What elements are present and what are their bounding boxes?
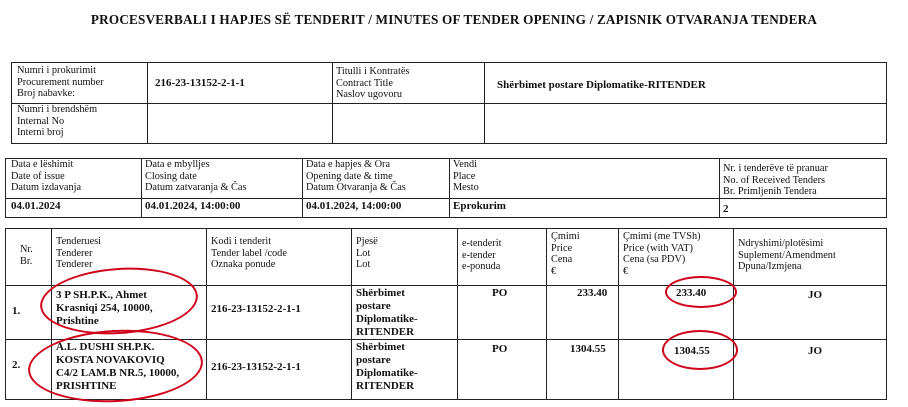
place-label: Vendi Place Mesto: [453, 159, 479, 193]
row2-lot: Shërbimet postare Diplomatike- RITENDER: [356, 341, 418, 392]
header-amendment: Ndryshimi/plotësimi Suplement/Amendment Dpuna/Izmjena: [738, 238, 836, 272]
contract-title-label: Titulli i Kontratës Contract Title Naslov ugovoru: [336, 66, 410, 100]
row2-amendment: JO: [808, 345, 823, 357]
header-etender: e-tenderit e-tender e-ponuda: [462, 238, 502, 272]
row1-code: 216-23-13152-2-1-1: [211, 303, 301, 315]
row2-nr: 2.: [12, 359, 21, 371]
row1-tenderer: 3 P SH.P.K., Ahmet Krasniqi 254, 10000, Prishtine: [56, 289, 153, 327]
row1-price: 233.40: [577, 287, 608, 299]
opening-date-value: 04.01.2024, 14:00:00: [306, 200, 402, 212]
row1-etender: PO: [492, 287, 508, 299]
document-title: PROCESVERBALI I HAPJES SË TENDERIT / MINUTES OF TENDER OPENING / ZAPISNIK OTVARANJA TENDERA: [90, 12, 818, 27]
contract-title-value: Shërbimet postare Diplomatike-RITENDER: [497, 79, 706, 91]
opening-date-label: Data e hapjes & Ora Opening date & time Datum Otvaranja & Čas: [306, 159, 406, 193]
annotation-circle-price-vat-1: [665, 276, 737, 308]
row2-code: 216-23-13152-2-1-1: [211, 361, 301, 373]
internal-number-label: Numri i brendshëm Internal No Interni broj: [17, 104, 98, 138]
row1-amendment: JO: [808, 289, 823, 301]
row1-price-vat: 233.40: [676, 287, 707, 299]
header-tenderer: Tenderuesi Tenderer Tenderer: [56, 236, 102, 270]
annotation-circle-price-vat-2: [662, 330, 738, 370]
row2-price-vat: 1304.55: [674, 345, 710, 357]
place-value: Eprokurim: [453, 200, 506, 212]
received-tenders-value: 2: [723, 203, 729, 215]
header-price: Çmimi Price Cena €: [551, 231, 580, 277]
header-lot: Pjesë Lot Lot: [356, 236, 378, 270]
date-of-issue-label: Data e lëshimit Date of issue Datum izdavanja: [11, 159, 82, 193]
row1-lot: Shërbimet postare Diplomatike- RITENDER: [356, 287, 418, 338]
row2-price: 1304.55: [570, 343, 606, 355]
closing-date-label: Data e mbylljes Closing date Datum zatvaranja & Čas: [145, 159, 247, 193]
row1-nr: 1.: [12, 305, 21, 317]
header-code: Kodi i tenderit Tender label /code Oznaka ponude: [211, 236, 287, 270]
procurement-number-value: 216-23-13152-2-1-1: [155, 77, 245, 89]
closing-date-value: 04.01.2024, 14:00:00: [145, 200, 241, 212]
header-nr: Nr. Br.: [20, 244, 33, 267]
procurement-number-label: Numri i prokurimit Procurement number Broj nabavke:: [17, 65, 104, 99]
header-price-vat: Çmimi (me TVSh) Price (with VAT) Cena (sa PDV) €: [623, 231, 701, 277]
row2-tenderer: A.L. DUSHI SH.P.K. KOSTA NOVAKOVIQ C4/2 LAM.B NR.5, 10000, PRISHTINE: [56, 341, 180, 392]
received-tenders-label: Nr. i tenderëve të pranuar No. of Received Tenders Br. Primljenih Tendera: [723, 163, 828, 197]
date-of-issue-value: 04.01.2024: [11, 200, 61, 212]
row2-etender: PO: [492, 343, 508, 355]
